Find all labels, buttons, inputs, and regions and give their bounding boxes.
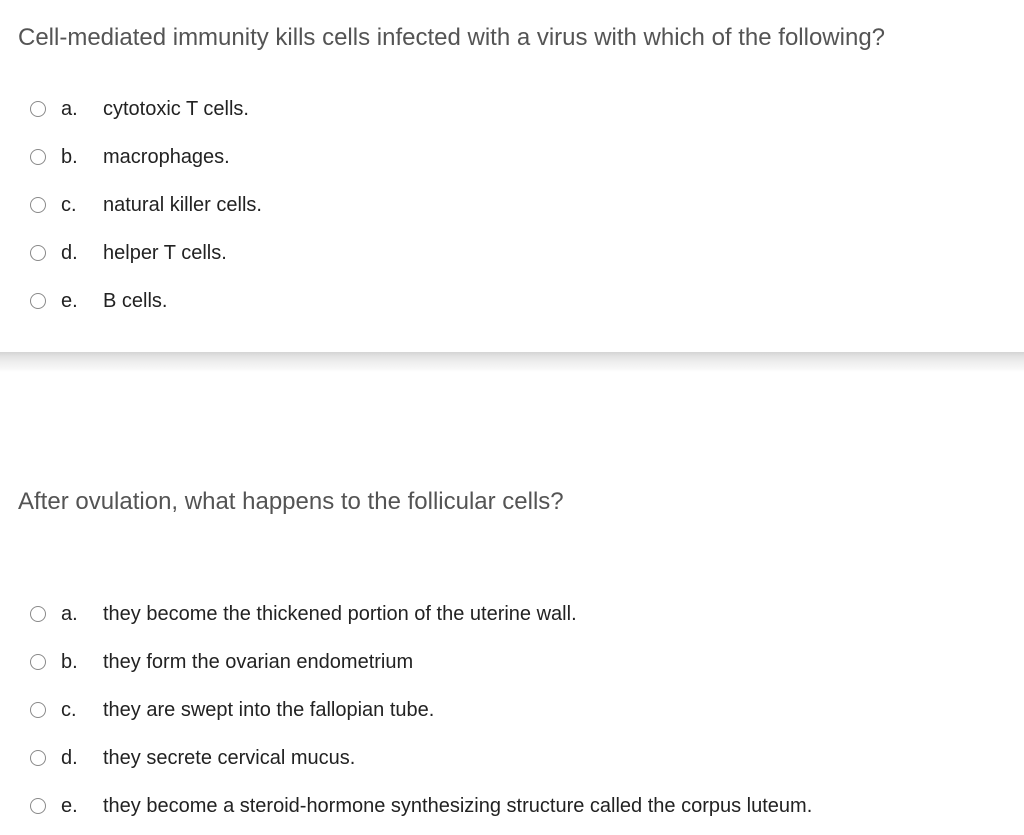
option-letter: d. [61,746,78,769]
option-text[interactable]: natural killer cells. [103,193,262,216]
option-text[interactable]: they become a steroid-hormone synthesizing structure called the corpus luteum. [103,794,813,817]
question-2 [0,372,1024,835]
option-text[interactable]: they secrete cervical mucus. [103,746,356,769]
option-text[interactable]: they are swept into the fallopian tube. [103,698,435,721]
radio-button[interactable] [30,245,46,261]
answer-options [0,590,1024,830]
question-1 [0,0,1024,352]
answer-option-e[interactable] [0,782,1024,830]
option-letter: a. [61,602,78,625]
option-letter: c. [61,193,77,216]
option-letter: b. [61,650,78,673]
answer-option-d[interactable] [0,734,1024,782]
radio-button[interactable] [30,702,46,718]
answer-option-b[interactable] [0,133,1024,181]
question-divider [0,352,1024,372]
radio-button[interactable] [30,293,46,309]
option-text[interactable]: they become the thickened portion of the uterine wall. [103,602,577,625]
radio-button[interactable] [30,798,46,814]
radio-button[interactable] [30,606,46,622]
answer-option-d[interactable] [0,229,1024,277]
option-text[interactable]: helper T cells. [103,241,227,264]
option-letter: d. [61,241,78,264]
option-letter: a. [61,97,78,120]
option-letter: e. [61,794,78,817]
answer-option-b[interactable] [0,638,1024,686]
answer-option-a[interactable] [0,590,1024,638]
radio-button[interactable] [30,149,46,165]
radio-button[interactable] [30,750,46,766]
option-letter: c. [61,698,77,721]
answer-option-a[interactable] [0,85,1024,133]
option-letter: e. [61,289,78,312]
question-text: Cell-mediated immunity kills cells infected with a virus with which of the following? [18,24,886,51]
answer-option-c[interactable] [0,181,1024,229]
option-text[interactable]: B cells. [103,289,168,312]
option-letter: b. [61,145,78,168]
option-text[interactable]: they form the ovarian endometrium [103,650,414,673]
radio-button[interactable] [30,101,46,117]
radio-button[interactable] [30,654,46,670]
answer-option-e[interactable] [0,277,1024,325]
answer-option-c[interactable] [0,686,1024,734]
answer-options [0,85,1024,325]
question-text: After ovulation, what happens to the follicular cells? [18,488,564,515]
radio-button[interactable] [30,197,46,213]
option-text[interactable]: cytotoxic T cells. [103,97,249,120]
option-text[interactable]: macrophages. [103,145,230,168]
